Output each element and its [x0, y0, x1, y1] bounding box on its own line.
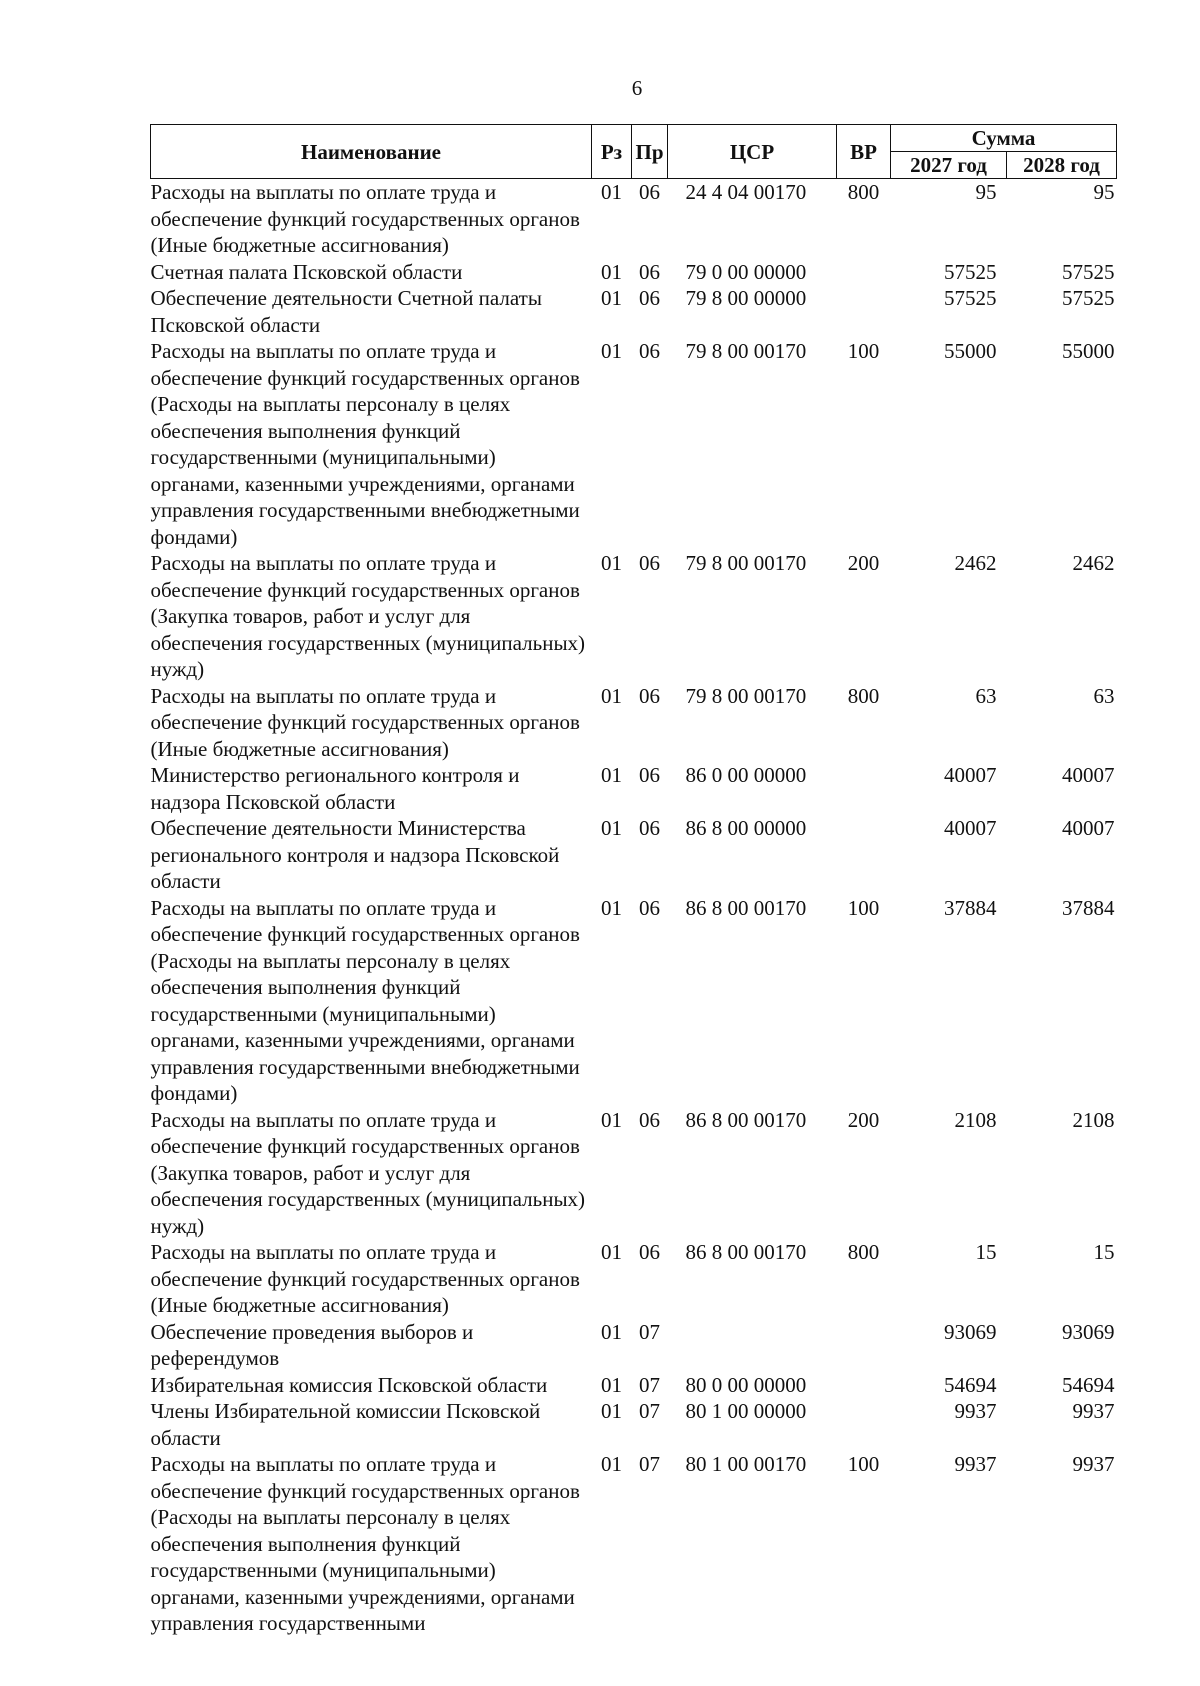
cell-vr: [837, 1372, 891, 1399]
table-row: [151, 1319, 1117, 1372]
cell-csr: 86 8 00 00000: [685, 816, 807, 840]
cell-sum-2028: 57525: [1062, 259, 1115, 284]
cell-csr: 79 8 00 00170: [685, 683, 807, 708]
cell-rz: 01: [601, 180, 622, 204]
cell-csr: 86 8 00 00170: [685, 895, 807, 920]
cell-sum-2027: 40007: [944, 763, 997, 787]
cell-pr: 06: [639, 339, 660, 363]
cell-sum-2027: 57525: [944, 286, 997, 310]
cell-pr: 07: [639, 1372, 660, 1397]
table-row: [151, 762, 1117, 815]
cell-csr: 24 4 04 00170: [685, 180, 807, 204]
cell-csr: 86 8 00 00170: [685, 1240, 807, 1264]
cell-pr: 06: [639, 180, 660, 204]
cell-csr: 80 0 00 00000: [685, 1372, 807, 1397]
cell-vr: [837, 1398, 891, 1451]
cell-rz: 01: [601, 339, 622, 363]
table-header: [151, 125, 1117, 179]
cell-sum-2027: 2462: [954, 551, 997, 575]
table-row: [151, 1451, 1117, 1637]
cell-pr: 07: [639, 1319, 660, 1344]
cell-vr: 800: [847, 683, 880, 708]
cell-pr: 07: [639, 1452, 660, 1476]
cell-rz: 01: [601, 1240, 622, 1264]
cell-pr: 06: [639, 551, 660, 575]
cell-vr: [837, 815, 891, 895]
cell-sum-2027: 15: [975, 1240, 997, 1264]
header-sum: Сумма: [891, 125, 1117, 152]
cell-sum-2028: 9937: [1072, 1399, 1115, 1423]
cell-sum-2027: 54694: [944, 1372, 997, 1397]
cell-name: Расходы на выплаты по оплате труда и обеспечение функций государственных органов (Закупка товаров, работ и услуг для обеспечения государственных (муниципальных) нужд): [150, 1107, 586, 1238]
cell-pr: 06: [639, 763, 660, 787]
header-year-2028: 2028 год: [1007, 152, 1117, 179]
cell-sum-2027: 37884: [944, 895, 997, 920]
cell-vr: [837, 1319, 891, 1372]
table-row: [151, 285, 1117, 338]
table-row: [151, 815, 1117, 895]
cell-sum-2027: 40007: [944, 816, 997, 840]
cell-csr: 80 1 00 00000: [685, 1399, 807, 1423]
cell-sum-2028: 57525: [1062, 286, 1115, 310]
cell-sum-2028: 2108: [1072, 1107, 1115, 1132]
cell-sum-2028: 95: [1093, 180, 1115, 204]
cell-rz: 01: [601, 286, 622, 310]
cell-vr: [837, 285, 891, 338]
cell-pr: 06: [639, 1240, 660, 1264]
cell-name: Министерство регионального контроля и надзора Псковской области: [150, 763, 520, 814]
header-year-2027: 2027 год: [891, 152, 1007, 179]
cell-vr: 200: [847, 551, 880, 575]
cell-name: Обеспечение деятельности Министерства регионального контроля и надзора Псковской области: [150, 816, 560, 893]
cell-pr: 06: [639, 286, 660, 310]
cell-name: Расходы на выплаты по оплате труда и обеспечение функций государственных органов (Иные бюджетные ассигнования): [150, 180, 580, 257]
cell-pr: 07: [639, 1399, 660, 1423]
cell-sum-2028: 2462: [1072, 551, 1115, 575]
table-body: [151, 179, 1117, 1637]
cell-rz: 01: [601, 763, 622, 787]
cell-vr: [837, 259, 891, 286]
cell-name: Избирательная комиссия Псковской области: [150, 1372, 548, 1397]
cell-sum-2027: 55000: [944, 339, 997, 363]
cell-csr: 80 1 00 00170: [685, 1452, 807, 1476]
table-row: [151, 895, 1117, 1107]
cell-vr: 800: [847, 1240, 880, 1264]
cell-sum-2027: 57525: [944, 259, 997, 284]
cell-csr: 86 0 00 00000: [685, 763, 807, 787]
cell-name: Расходы на выплаты по оплате труда и обеспечение функций государственных органов (Иные бюджетные ассигнования): [150, 683, 580, 761]
header-csr: ЦСР: [668, 125, 837, 179]
cell-sum-2027: 2108: [954, 1107, 997, 1132]
header-pr: Пр: [632, 125, 668, 179]
cell-vr: 100: [847, 1452, 880, 1476]
cell-sum-2027: 93069: [944, 1319, 997, 1344]
table-row: [151, 259, 1117, 286]
cell-vr: 100: [847, 339, 880, 363]
cell-sum-2027: 95: [975, 180, 997, 204]
table-row: [151, 550, 1117, 683]
table-row: [151, 179, 1117, 259]
cell-rz: 01: [601, 816, 622, 840]
table-row: [151, 1107, 1117, 1240]
cell-rz: 01: [601, 1107, 622, 1132]
cell-pr: 06: [639, 816, 660, 840]
cell-vr: 200: [847, 1107, 880, 1132]
cell-csr: [668, 1319, 837, 1372]
cell-rz: 01: [601, 1452, 622, 1476]
cell-name: Счетная палата Псковской области: [150, 259, 463, 284]
cell-vr: 100: [847, 895, 880, 920]
cell-sum-2028: 15: [1093, 1240, 1115, 1264]
cell-pr: 06: [639, 1107, 660, 1132]
cell-sum-2028: 9937: [1072, 1452, 1115, 1476]
cell-sum-2027: 9937: [954, 1399, 997, 1423]
cell-name: Обеспечение проведения выборов и референдумов: [150, 1319, 474, 1370]
cell-name: Расходы на выплаты по оплате труда и обеспечение функций государственных органов (Расходы на выплаты персоналу в целях обеспечения выполнения функций государственными (муниципальными) органами, казенными учреждениями, органами управления государственными внебюджетными фондами): [150, 339, 580, 549]
cell-sum-2028: 40007: [1062, 816, 1115, 840]
cell-pr: 06: [639, 895, 660, 920]
cell-sum-2028: 93069: [1062, 1319, 1115, 1344]
cell-pr: 06: [639, 683, 660, 708]
cell-rz: 01: [601, 259, 622, 284]
cell-name: Члены Избирательной комиссии Псковской области: [150, 1399, 541, 1450]
cell-csr: 79 0 00 00000: [685, 259, 807, 284]
table-row: [151, 338, 1117, 550]
table-row: [151, 1372, 1117, 1399]
cell-name: Обеспечение деятельности Счетной палаты Псковской области: [150, 286, 542, 337]
cell-rz: 01: [601, 1319, 622, 1344]
cell-name: Расходы на выплаты по оплате труда и обеспечение функций государственных органов (Расходы на выплаты персоналу в целях обеспечения выполнения функций государственными (муниципальными) органами, казенными учреждениями, органами управления государственными внебюджетными фондами): [150, 895, 580, 1105]
table-row: [151, 1239, 1117, 1319]
cell-sum-2028: 40007: [1062, 763, 1115, 787]
cell-vr: 800: [847, 180, 880, 204]
header-name: Наименование: [151, 125, 592, 179]
cell-rz: 01: [601, 1372, 622, 1397]
cell-csr: 79 8 00 00170: [685, 551, 807, 575]
cell-rz: 01: [601, 895, 622, 920]
cell-rz: 01: [601, 683, 622, 708]
cell-sum-2027: 63: [975, 683, 997, 708]
cell-pr: 06: [639, 259, 660, 284]
header-rz: Рз: [592, 125, 632, 179]
cell-name: Расходы на выплаты по оплате труда и обеспечение функций государственных органов (Закупка товаров, работ и услуг для обеспечения государственных (муниципальных) нужд): [150, 551, 586, 681]
page-number: 6: [631, 76, 643, 100]
cell-csr: 79 8 00 00000: [685, 286, 807, 310]
cell-sum-2028: 37884: [1062, 895, 1115, 920]
budget-table: [150, 124, 1117, 1637]
cell-rz: 01: [601, 551, 622, 575]
cell-csr: 86 8 00 00170: [685, 1107, 807, 1132]
table-row: [151, 1398, 1117, 1451]
cell-sum-2028: 55000: [1062, 339, 1115, 363]
cell-sum-2027: 9937: [954, 1452, 997, 1476]
cell-sum-2028: 54694: [1062, 1372, 1115, 1397]
table-row: [151, 683, 1117, 763]
cell-name: Расходы на выплаты по оплате труда и обеспечение функций государственных органов (Расходы на выплаты персоналу в целях обеспечения выполнения функций государственными (муниципальными) органами, казенными учреждениями, органами управления государственными: [150, 1452, 580, 1635]
cell-vr: [837, 762, 891, 815]
cell-rz: 01: [601, 1399, 622, 1423]
cell-sum-2028: 63: [1093, 683, 1115, 708]
header-vr: ВР: [837, 125, 891, 179]
cell-csr: 79 8 00 00170: [685, 339, 807, 363]
cell-name: Расходы на выплаты по оплате труда и обеспечение функций государственных органов (Иные бюджетные ассигнования): [150, 1240, 580, 1317]
